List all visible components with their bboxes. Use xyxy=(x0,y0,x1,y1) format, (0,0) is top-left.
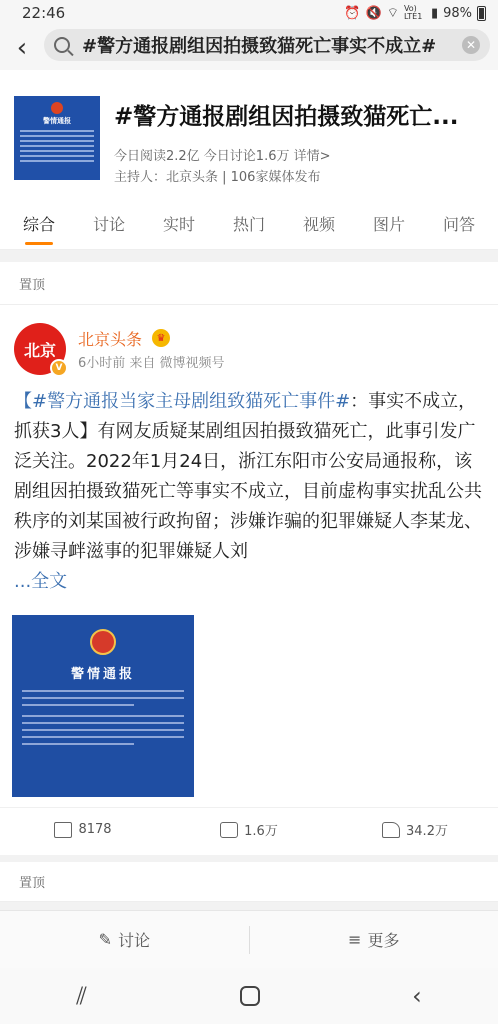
home-icon[interactable] xyxy=(240,986,260,1006)
android-nav-bar xyxy=(0,968,498,1024)
thumbs-up-icon xyxy=(382,822,400,838)
network-label: Vo) LTE1 xyxy=(403,4,423,21)
tab-hot[interactable]: 热门 xyxy=(232,215,265,234)
hashtag-link[interactable]: 【#警方通报当家主母剧组致猫死亡事件# xyxy=(14,391,351,412)
read-more-link[interactable]: ...全文 xyxy=(14,571,68,592)
police-emblem-icon xyxy=(90,629,116,655)
verified-icon: V xyxy=(50,359,68,377)
back-button[interactable] xyxy=(0,26,44,70)
status-bar xyxy=(0,0,498,26)
tab-all[interactable]: 综合 xyxy=(23,198,55,250)
pinned-text: 置顶 xyxy=(19,876,46,891)
comment-icon xyxy=(220,822,238,838)
tab-discussion[interactable]: 讨论 xyxy=(92,215,125,234)
tab-images[interactable]: 图片 xyxy=(372,215,405,234)
repost-button[interactable] xyxy=(0,808,166,851)
pinned-label-2 xyxy=(0,862,498,902)
nav-back-icon[interactable]: ‹ xyxy=(412,982,422,1010)
tab-realtime[interactable]: 实时 xyxy=(162,215,195,234)
post-image[interactable] xyxy=(12,615,194,797)
discuss-label: 讨论 xyxy=(117,931,150,950)
comment-button[interactable] xyxy=(166,808,332,851)
battery-percent: 98% xyxy=(443,5,472,21)
more-button[interactable] xyxy=(250,911,498,969)
search-query: #警方通报剧组因拍摄致猫死亡事实不成立# xyxy=(82,36,437,57)
recent-apps-icon[interactable]: ⫽ xyxy=(76,982,87,1010)
post-actions xyxy=(0,807,498,851)
alarm-icon: ⏰ xyxy=(344,5,361,21)
mute-icon: 🔇 xyxy=(365,5,382,21)
tab-qa[interactable]: 问答 xyxy=(442,215,475,234)
topic-header xyxy=(0,70,498,198)
bottom-action-bar xyxy=(0,910,498,968)
more-label: 更多 xyxy=(367,931,400,950)
topic-host: 主持人：北京头条 | 106家媒体发布 xyxy=(114,170,321,185)
post-text: ：事实不成立，抓获3人】有网友质疑某剧组因拍摄致猫死亡，此事引发广泛关注。2022年1月24日，浙江东阳市公安局通报称，该剧组因拍摄致猫死亡等事实不成立，目前虚构事实扰乱公共秩序的刘某国被行政拘留；涉嫌诈骗的犯罪嫌疑人李某龙、涉嫌寻衅滋事的犯罪嫌疑人刘 xyxy=(14,391,482,562)
repost-count: 8178 xyxy=(78,822,112,837)
post-meta: 6小时前 来自 微博视频号 xyxy=(78,356,225,371)
menu-icon: ≡ xyxy=(348,930,362,949)
discuss-button[interactable] xyxy=(0,911,249,969)
status-icons xyxy=(344,5,486,21)
avatar-text: 北京 xyxy=(23,340,56,360)
like-button[interactable] xyxy=(332,808,498,851)
pinned-text: 置顶 xyxy=(19,277,46,293)
status-time: 22:46 xyxy=(22,4,66,22)
clear-icon[interactable]: ✕ xyxy=(462,36,480,54)
repost-icon xyxy=(54,822,72,838)
back-arrow-icon: ‹ xyxy=(16,33,28,63)
battery-icon xyxy=(477,6,486,21)
cover-caption: 警情通报 xyxy=(43,117,71,125)
like-count: 34.2万 xyxy=(406,824,448,839)
topic-cover-image xyxy=(14,96,100,180)
police-emblem-icon xyxy=(51,102,63,114)
tab-bar xyxy=(0,198,498,250)
search-input[interactable] xyxy=(44,29,490,61)
avatar[interactable] xyxy=(14,323,66,375)
edit-icon: ✎ xyxy=(98,930,112,949)
signal-icon: ▮ xyxy=(430,5,439,21)
search-icon xyxy=(54,37,70,53)
post-body[interactable] xyxy=(14,387,486,597)
post-card xyxy=(0,305,498,855)
pinned-label xyxy=(0,262,498,305)
tab-video[interactable]: 视频 xyxy=(302,215,335,234)
wifi-icon: ⌔ xyxy=(386,6,399,21)
author-name[interactable]: 北京头条 xyxy=(78,330,143,349)
search-bar xyxy=(0,26,498,70)
topic-title: #警方通报剧组因拍摄致猫死亡... xyxy=(114,104,459,130)
topic-stats[interactable]: 今日阅读2.2亿 今日讨论1.6万 详情> xyxy=(114,149,331,164)
comment-count: 1.6万 xyxy=(244,824,278,839)
member-badge-icon: ♛ xyxy=(152,329,170,347)
image-heading: 警情通报 xyxy=(70,667,135,682)
